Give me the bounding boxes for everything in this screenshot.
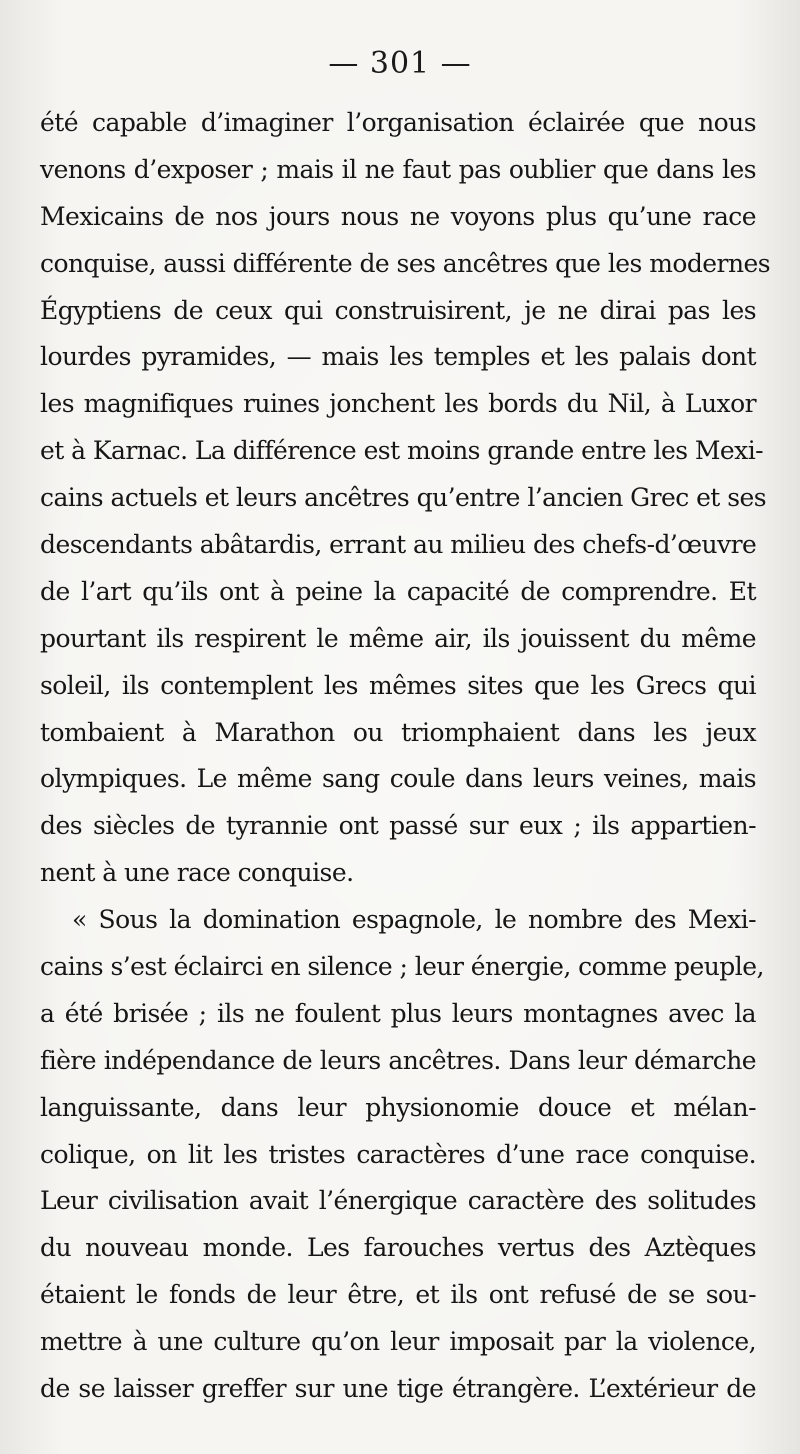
text-line: colique, on lit les tristes caractères d’une race conquise.	[40, 1139, 756, 1169]
text-line: a été brisée ; ils ne foulent plus leurs montagnes avec la	[40, 998, 756, 1028]
text-line: languissante, dans leur physionomie douce et mélan-	[40, 1092, 756, 1122]
text-line: mettre à une culture qu’on leur imposait par la violence,	[40, 1327, 756, 1357]
text-line: de l’art qu’ils ont à peine la capacité de comprendre. Et	[40, 576, 756, 606]
paragraph-end-line: nent à une race conquise.	[40, 858, 354, 888]
text-line: tombaient à Marathon ou triomphaient dans les jeux	[40, 717, 756, 747]
paragraph-start-line: « Sous la domination espagnole, le nombre des Mexi-	[72, 905, 756, 935]
text-line: de se laisser greffer sur une tige étrangère. L’extérieur de	[40, 1374, 756, 1404]
text-line: descendants abâtardis, errant au milieu des chefs-d’œuvre	[40, 530, 757, 560]
text-line: des siècles de tyrannie ont passé sur eux ; ils appartien-	[40, 811, 756, 841]
text-line: Mexicains de nos jours nous ne voyons plus qu’une race	[40, 201, 756, 231]
text-line: les magnifiques ruines jonchent les bords du Nil, à Luxor	[40, 389, 756, 419]
text-line: lourdes pyramides, — mais les temples et les palais dont	[40, 342, 756, 372]
text-line: olympiques. Le même sang coule dans leurs veines, mais	[40, 764, 756, 794]
text-line: cains s’est éclairci en silence ; leur énergie, comme peuple,	[40, 952, 764, 982]
text-line: soleil, ils contemplent les mêmes sites que les Grecs qui	[40, 670, 756, 700]
text-line: étaient le fonds de leur être, et ils ont refusé de se sou-	[40, 1280, 756, 1310]
text-line: pourtant ils respirent le même air, ils jouissent du même	[40, 623, 756, 653]
text-line: cains actuels et leurs ancêtres qu’entre l’ancien Grec et ses	[40, 483, 767, 513]
text-line: et à Karnac. La différence est moins grande entre les Mexi-	[40, 436, 764, 466]
body-text	[40, 100, 771, 1413]
text-line: été capable d’imaginer l’organisation éclairée que nous	[40, 108, 756, 137]
text-line: du nouveau monde. Les farouches vertus des Aztèques	[40, 1233, 756, 1263]
text-line: conquise, aussi différente de ses ancêtres que les modernes	[40, 248, 771, 278]
text-line: Égyptiens de ceux qui construisirent, je ne dirai pas les	[40, 295, 756, 325]
text-line: fière indépendance de leurs ancêtres. Dans leur démarche	[40, 1045, 756, 1075]
text-line: venons d’exposer ; mais il ne faut pas oublier que dans les	[40, 154, 756, 184]
page-number: — 301 —	[328, 46, 472, 81]
text-line: Leur civilisation avait l’énergique caractère des solitudes	[40, 1186, 756, 1216]
